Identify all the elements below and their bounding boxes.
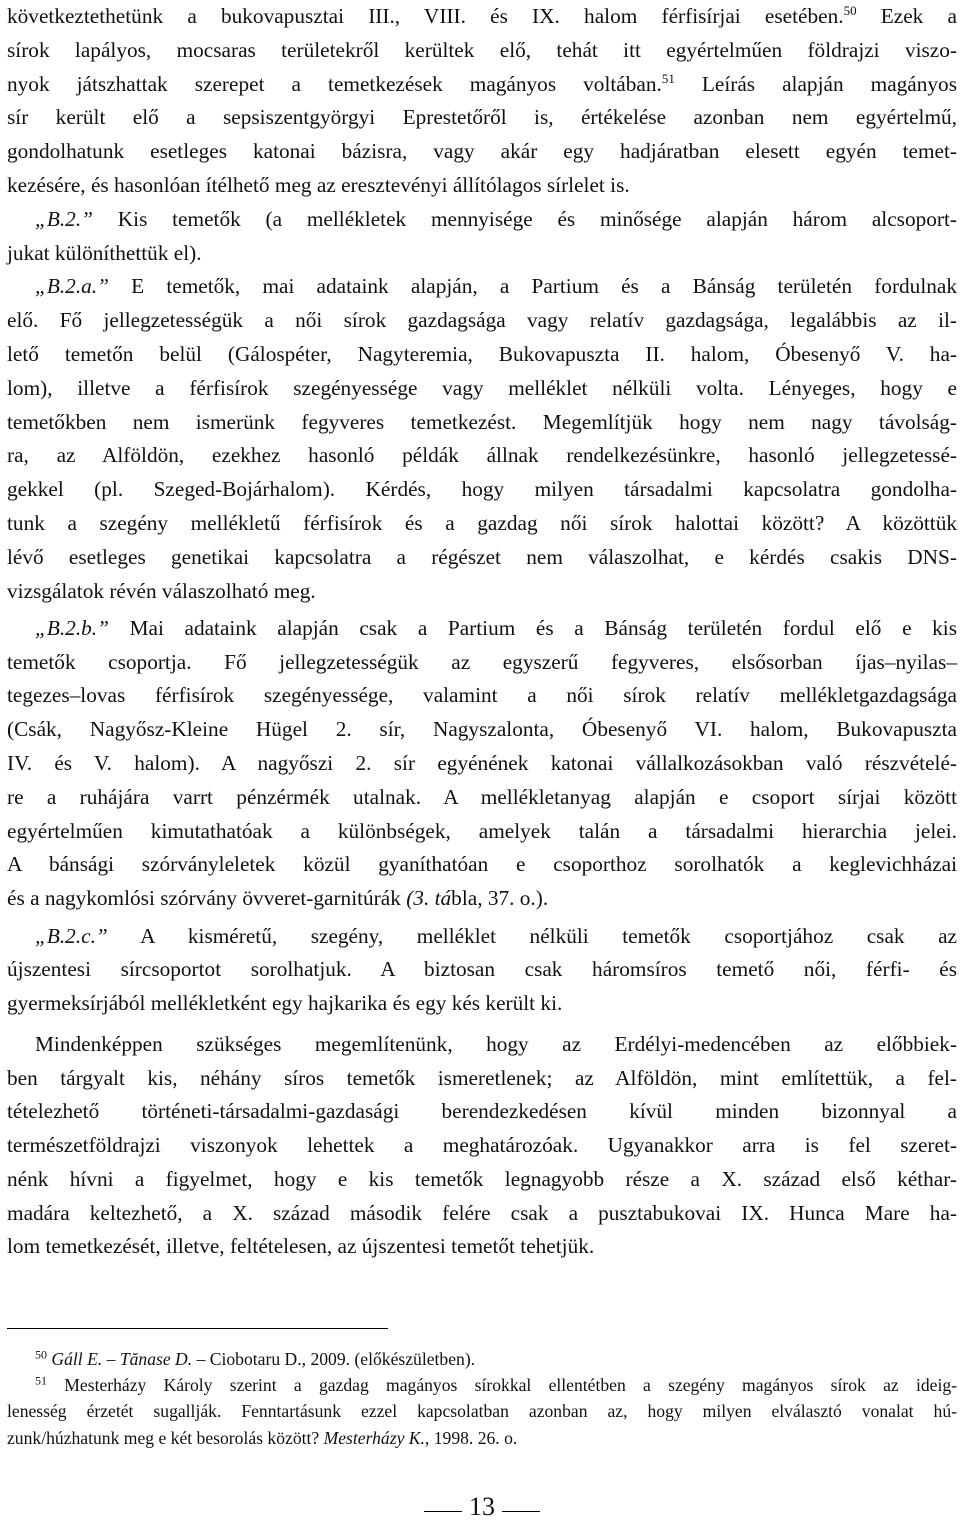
text-line: temetők csoportja. Fő jellegzetességük az egyszerű fegyveres, elsősorban íjas–nyilas– [7, 649, 957, 674]
footnote-line: zunk/húzhatunk meg e két besorolás között? Mesterházy K., 1998. 26. o. [7, 1427, 518, 1448]
footnote-line: lenesség érzetét sugallják. Fenntartásunk ezzel kapcsolatban azonban az, hogy milyen elválasztó vonalat hú- [7, 1401, 957, 1422]
text-line: egyértelműen kimutathatóak a különbségek, amelyek talán a társadalmi hierarchia jelei. [7, 818, 957, 843]
text-line: madára keltezhető, a X. század második felére csak a pusztabukovai IX. Hunca Mare ha- [7, 1200, 957, 1225]
text-line: kezésére, és hasonlóan ítélhető meg az eresztevényi állítólagos sírlelet is. [7, 172, 630, 197]
text-line: ra, az Alföldön, ezekhez hasonló példák állnak rendelkezésünkre, hasonló jellegzetessé- [7, 443, 957, 468]
text-line: lom), illetve a férfisírok szegényessége vagy melléklet nélküli volta. Lényeges, hogy e [7, 375, 957, 400]
text-line: gyermeksírjából mellékletként egy hajkarika és egy kés került ki. [7, 991, 563, 1016]
section-label-b2c: „B.2.c.” [35, 923, 108, 948]
section-label-b2b: „B.2.b.” [35, 615, 109, 640]
text-line: vizsgálatok révén válaszolható meg. [7, 578, 316, 603]
section-label-b2a: „B.2.a.” [35, 274, 109, 299]
text-line: sírok lapályos, mocsaras területekről kerültek elő, tehát itt egyértelműen földrajzi viszo- [7, 37, 957, 62]
footnote-number: 51 [35, 1373, 47, 1388]
section-b2c-line: „B.2.c.” A kisméretű, szegény, melléklet nélküli temetők csoportjához csak az [7, 920, 957, 954]
text-line: tételezhető történeti-társadalmi-gazdasági berendezkedésen kívül minden bizonnyal a [7, 1099, 957, 1124]
section-b2b-line: „B.2.b.” Mai adataink alapján csak a Partium és a Bánság területén fordul elő e kis [7, 612, 957, 646]
section-b2a-line: „B.2.a.” E temetők, mai adataink alapján, a Partium és a Bánság területén fordulnak [7, 270, 957, 304]
text-line: A bánsági szórványleletek közül gyaníthatóan e csoporthoz sorolhatók a keglevichházai [7, 852, 957, 877]
footnote-ref-50[interactable]: 50 [843, 3, 857, 19]
text-line: nyok játszhattak szerepet a temetkezések magányos voltában.$^{51}$ Leírás alapján magányos [7, 70, 957, 96]
text-line: lévő esetleges genetikai kapcsolatra a régészet nem válaszolhat, e kérdés csakis DNS- [7, 544, 957, 569]
page-number: 13 [469, 1492, 495, 1521]
text-line: sír került elő a sepsiszentgyörgyi Eprestetőről is, értékelése azonban nem egyértelmű, [7, 105, 957, 130]
text-line: gondolhatunk esetleges katonai bázisra, vagy akár egy hadjáratban elesett egyén temet- [7, 139, 957, 164]
text-line: gekkel (pl. Szeged-Bojárhalom). Kérdés, hogy milyen társadalmi kapcsolatra gondolha- [7, 477, 957, 502]
text-line: elő. Fő jellegzetességük a női sírok gazdagsága vagy relatív gazdagsága, legalábbis az il- [7, 308, 957, 333]
text-line: temetőkben nem ismerünk fegyveres temetkezést. Megemlítjük hogy nem nagy távolság- [7, 409, 957, 434]
text-line: lető temetőn belül (Gálospéter, Nagyteremia, Bukovapuszta II. halom, Óbesenyő V. ha- [7, 341, 957, 366]
page-number-dash-right [502, 1511, 540, 1512]
table-reference: (3. tá [406, 886, 452, 911]
text-line: IV. és V. halom). A nagyőszi 2. sír egyénének katonai vállalkozásokban való részvételé- [7, 751, 957, 776]
text-line: következtethetünk a bukovapusztai III., VIII. és IX. halom férfisírjai esetében.$^{50}$ Ezek a [7, 3, 957, 28]
section-label-b2: „B.2.” [35, 206, 93, 231]
text-line: tegezes–lovas férfisírok szegényessége, valamint a női sírok relatív mellékletgazdagsága [7, 683, 957, 708]
text-line: (Csák, Nagyősz-Kleine Hügel 2. sír, Nagyszalonta, Óbesenyő VI. halom, Bukovapuszta [7, 717, 957, 742]
text-line: nénk hívni a figyelmet, hogy e kis temetők legnagyobb része a X. század első kéthar- [7, 1166, 957, 1191]
text-line: ben tárgyalt kis, néhány síros temetők ismeretlenek; az Alföldön, mint említettük, a fel- [7, 1065, 957, 1090]
text-line: tunk a szegény mellékletű férfisírok és a gazdag női sírok halottai között? A közöttük [7, 510, 957, 535]
text-line: és a nagykomlósi szórvány övveret-garnitúrák (3. tábla, 37. o.). [7, 886, 549, 911]
text-line: Mindenképpen szükséges megemlítenünk, hogy az Erdélyi-medencében az előbbiek- [35, 1031, 957, 1056]
footnote-51: $^{51}$ Mesterházy Károly szerint a gazdag magányos sírokkal ellentétben a szegény magányos sírok az ideig- [35, 1373, 957, 1396]
text-line: lom temetkezését, illetve, feltételesen, az újszentesi temetőt tehetjük. [7, 1234, 595, 1259]
footnote-ref-51[interactable]: 51 [661, 70, 675, 86]
text-line: jukat különíthettük el). [7, 240, 202, 265]
text-line: újszentesi sírcsoportot sorolhatjuk. A biztosan csak háromsíros temető női, férfi- és [7, 957, 957, 982]
section-b2-line: „B.2.” Kis temetők (a mellékletek mennyisége és minősége alapján három alcsoport- [7, 203, 957, 237]
footnote-50: $^{50}$ Gáll E. – Tănase D. – Ciobotaru D., 2009. (előkészületben). [35, 1347, 476, 1369]
text-line: re a ruhájára varrt pénzérmék utalnak. A mellékletanyag alapján e csoport sírjai között [7, 784, 957, 809]
page-number-dash-left [424, 1511, 462, 1512]
text-line: természetföldrajzi viszonyok lehettek a meghatározóak. Ugyanakkor arra is fel szeret- [7, 1133, 957, 1158]
footnote-number: 50 [35, 1347, 47, 1362]
page-number-footer [0, 1490, 960, 1526]
footnotes [7, 1346, 957, 1451]
footnote-separator [7, 1328, 388, 1329]
body-text [7, 0, 957, 1264]
